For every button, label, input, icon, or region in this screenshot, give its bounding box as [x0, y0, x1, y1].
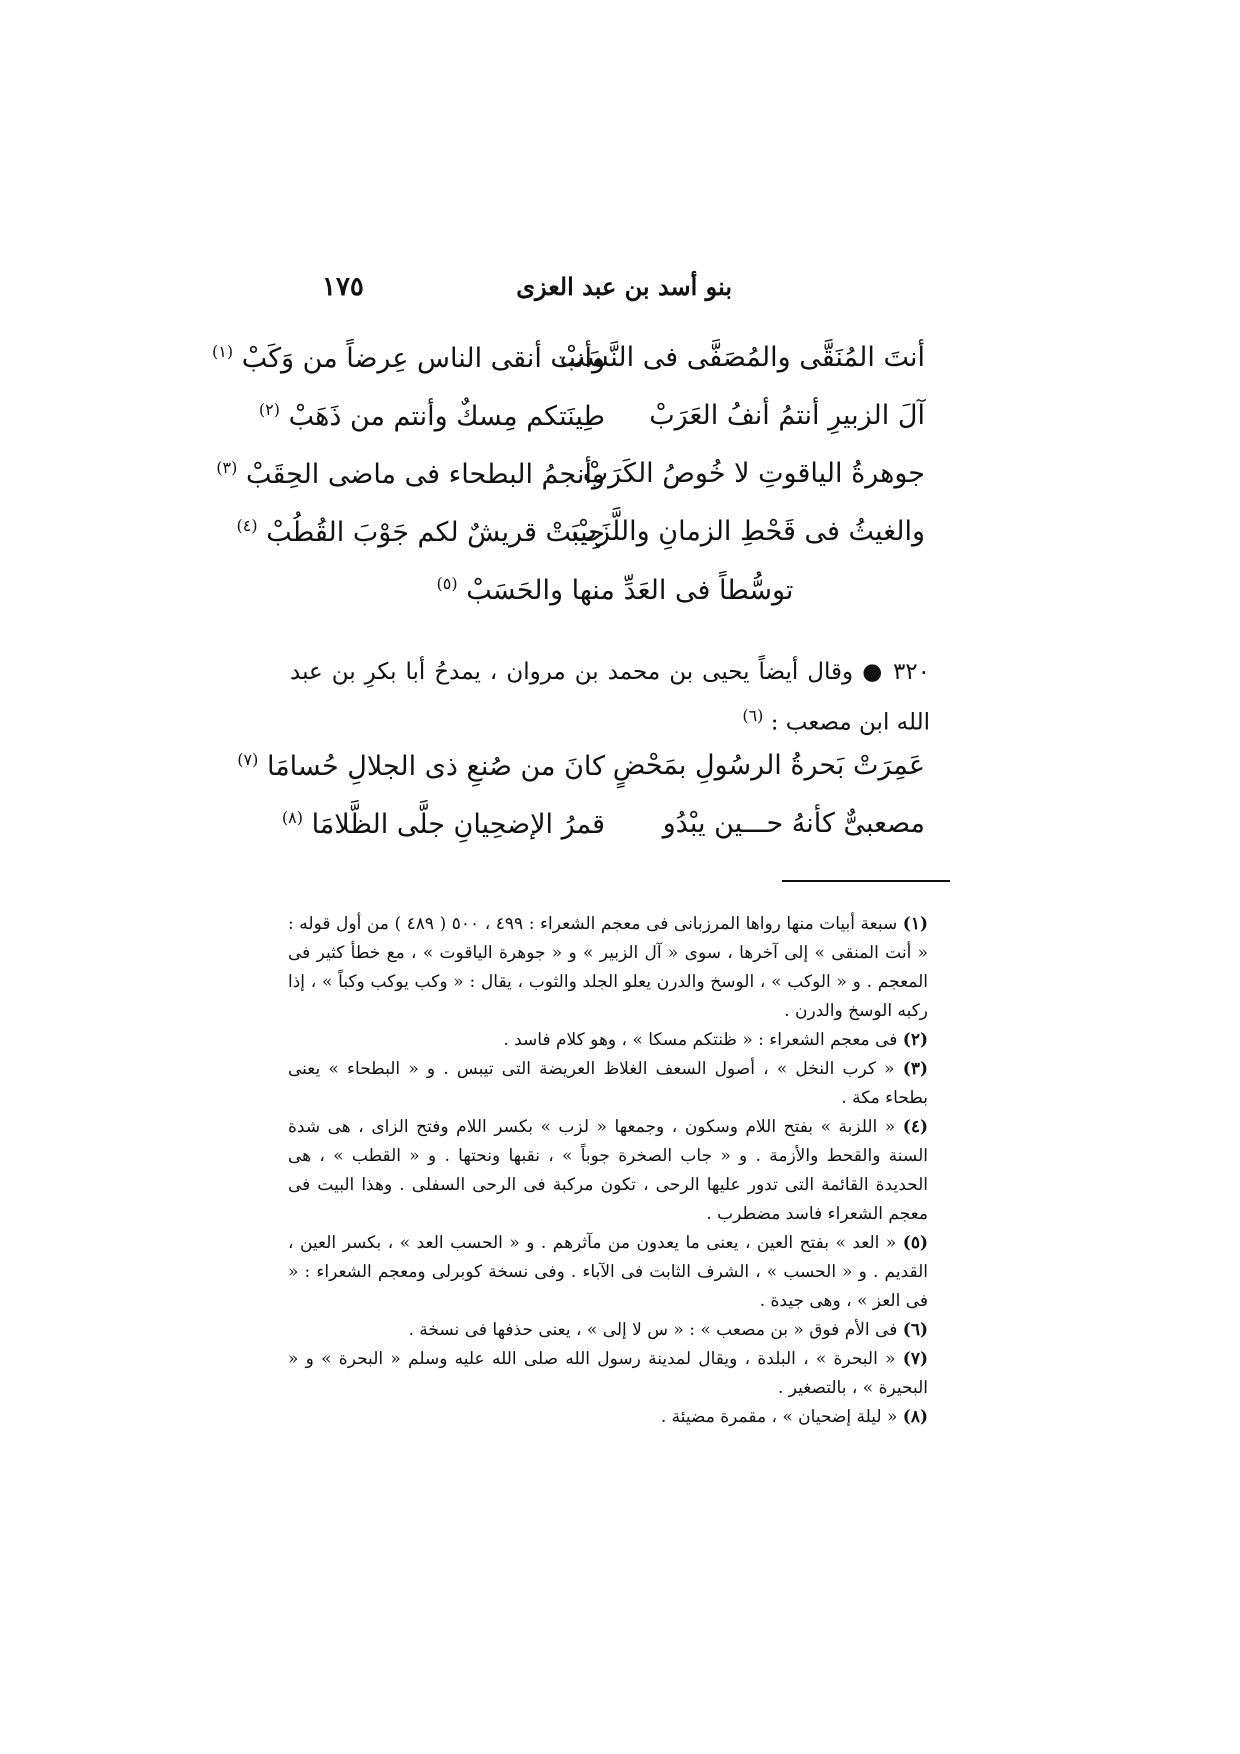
verse-first-hemistich: والغيثُ فى قَحْطِ الزمانِ واللَّزَبْ [571, 516, 925, 547]
intro-text: وقال أيضاً يحيى بن محمد بن مروان ، يمدحُ أبا بكرِ بن عبد الله ابن مصعب : [290, 659, 930, 736]
footnote: (٥) « العد » بفتح العين ، يعنى ما يعدون من مآثرهم . و « الحسب العد » ، بكسر العين ، القديم . و « الحسب » ، الشرف الثابت فى الآباء . وفى نسخة كوبرلى ومعجم الشعراء : « فى العز » ، وهى جيدة . [288, 1233, 928, 1311]
verse-second-hemistich: جِيبَتْ قريشٌ لكم جَوْبَ القُطُبْ $^{(٤)}$ [236, 516, 605, 548]
verse-first-hemistich: عَمِرَتْ بَحرةُ الرسُولِ بمَحْضٍ [612, 750, 925, 781]
verse-line [258, 400, 925, 458]
verse-line [216, 458, 925, 516]
footnote: (٣) « كرب النخل » ، أصول السعف الغلاظ العريضة التى تيبس . و « البطحاء » يعنى بطحاء مكة . [288, 1059, 929, 1108]
footnote-ref: (٣) [216, 458, 238, 477]
verse-first-hemistich: جوهرةُ الياقوتِ لا خُوصُ الكَرَبْ [582, 458, 925, 489]
verse-second-hemistich: وأنجمُ البطحاء فى ماضى الحِقَبْ $^{(٣)}$ [216, 458, 605, 490]
verse-line [281, 808, 925, 866]
footnote-ref: (٧) [237, 750, 259, 769]
verse-first-hemistich: مصعبىٌّ كأنهُ حـــين يبْدُو [662, 808, 925, 839]
footnote-ref: (٦) [742, 706, 764, 725]
verse-line [212, 342, 925, 400]
footnote-ref: (٥) [436, 574, 458, 593]
verse-second-hemistich: وأنت أنقى الناس عِرضاً من وَكَبْ $^{(١)}$ [212, 342, 605, 374]
verse-single-line: توسُّطاً فى العَدِّ منها والحَسَبْ $^{(٥)}$ [436, 574, 794, 606]
verse-line [236, 516, 925, 574]
footnote: (٧) « البحرة » ، البلدة ، ويقال لمدينة رسول الله صلى الله عليه وسلم « البحرة » و « البحيرة » ، بالتصغير . [288, 1349, 928, 1398]
footnote-ref: (٢) [258, 400, 280, 419]
footnote: (١) سبعة أبيات منها رواها المرزبانى فى معجم الشعراء : ٤٩٩ ، ٥٠٠ ( ٤٨٩ ) من أول قوله : « أنت المنقى » إلى آخرها ، سوى « آل الزبير » و « جوهرة الياقوت » ، مع خطأ كثير فى المعجم . و « الوكب » ، الوسخ والدرن يعلو الجلد والثوب ، يقال : « وكب يوكب وكباً » ، إذا ركبه الوسخ والدرن . [288, 914, 929, 1021]
verse-second-hemistich: طِينَتكم مِسكٌ وأنتم من ذَهَبْ $^{(٢)}$ [258, 400, 605, 432]
footnote: (٨) « ليلة إضحيان » ، مقمرة مضيئة . [660, 1407, 928, 1427]
footnote-ref: (٨) [281, 808, 303, 827]
verse-first-hemistich: آلَ الزبيرِ أنتمُ أنفُ العَرَبْ [649, 400, 925, 431]
poem-second [237, 750, 925, 866]
footnote-ref: (١) [212, 342, 234, 361]
footnote: (٤) « اللزبة » بفتح اللام وسكون ، وجمعها « لزب » بكسر اللام وفتح الزاى ، هى شدة السنة والقحط والأزمة . و « جاب الصخرة جوباً » ، نقبها ونحتها . و « القطب » ، هى الحديدة القائمة التى تدور عليها الرحى ، تكون مركبة فى الرحى السفلى . وهذا البيت فى معجم الشعراء فاسد مضطرب . [288, 1117, 928, 1224]
poem-first [212, 342, 925, 632]
footnote: (٦) فى الأم فوق « بن مصعب » : « س لا إلى » ، يعنى حذفها فى نسخة . [408, 1320, 928, 1340]
page-header [322, 272, 732, 312]
footnotes [288, 910, 928, 1432]
poem-intro [290, 650, 930, 745]
running-title: بنو أسد بن عبد العزى [516, 272, 732, 301]
verse-second-hemistich: قمرُ الإضحِيانِ جلَّى الظَّلامَا $^{(٨)}$ [281, 808, 605, 840]
verse-second-hemistich: كانَ من صُنعِ ذى الجلالِ حُسامَا $^{(٧)}$ [237, 750, 605, 782]
footnote-ref: (٤) [236, 516, 258, 535]
bullet-icon: ● [862, 659, 884, 685]
entry-number: ٣٢٠ [892, 659, 930, 685]
verse-line [237, 750, 925, 808]
page-number: ١٧٥ [322, 272, 364, 302]
footnote-divider [782, 880, 950, 882]
footnote: (٢) فى معجم الشعراء : « ظنتكم مسكا » ، وهو كلام فاسد . [503, 1030, 928, 1050]
verse-first-hemistich: أنتَ المُنَقَّى والمُصَفَّى فى النَّسَبْ [559, 342, 925, 373]
